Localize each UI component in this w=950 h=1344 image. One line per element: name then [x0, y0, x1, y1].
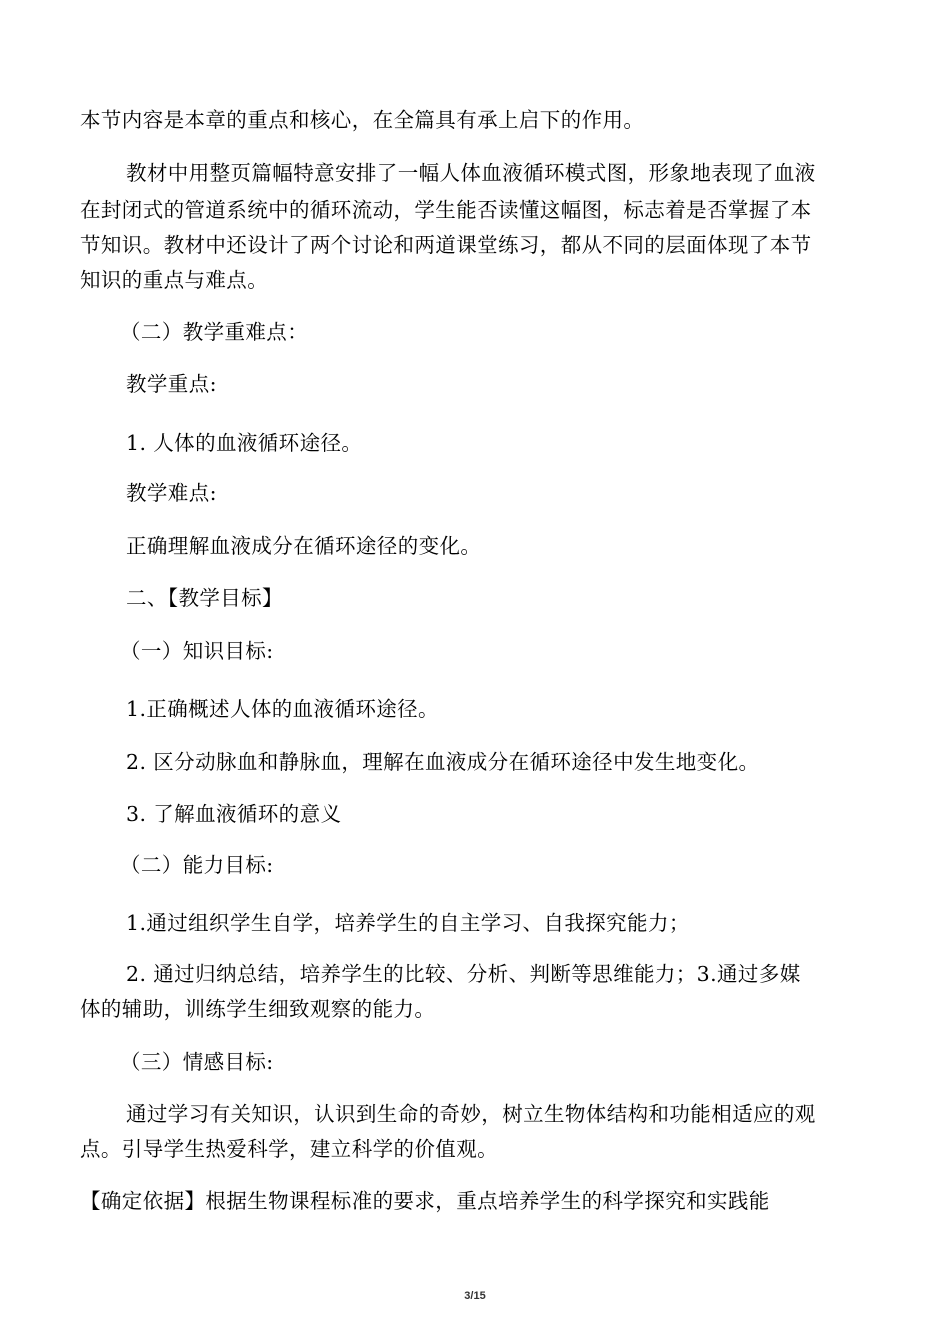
subheading: 教学重点: [126, 372, 217, 396]
subheading: 教学难点: [126, 481, 217, 505]
section-heading: （三）情感目标: [120, 1050, 274, 1074]
paragraph-line: 点。引导学生热爱科学，建立科学的价值观。 [80, 1137, 498, 1161]
list-item: 1. 人体的血液循环途径。 [126, 431, 363, 455]
paragraph-line: 教材中用整页篇幅特意安排了一幅人体血液循环模式图，形象地表现了血液 [126, 161, 816, 185]
list-item: 3. 了解血液循环的意义 [126, 802, 342, 826]
section-heading: （二）能力目标: [120, 853, 274, 877]
list-item: 2. 区分动脉血和静脉血，理解在血液成分在循环途径中发生地变化。 [126, 750, 760, 774]
section-heading: 二、【教学目标】 [126, 586, 283, 610]
paragraph-line: 本节内容是本章的重点和核心，在全篇具有承上启下的作用。 [80, 108, 645, 132]
paragraph-line: 通过学习有关知识，认识到生命的奇妙，树立生物体结构和功能相适应的观 [126, 1102, 816, 1126]
list-item: 1.正确概述人体的血液循环途径。 [126, 697, 439, 721]
paragraph-line: 正确理解血液成分在循环途径的变化。 [126, 534, 482, 558]
page-number: 3/15 [464, 1290, 486, 1302]
paragraph-line: 体的辅助，训练学生细致观察的能力。 [80, 997, 436, 1021]
section-heading: （二）教学重难点： [120, 320, 309, 344]
paragraph-line: 节知识。教材中还设计了两个讨论和两道课堂练习，都从不同的层面体现了本节 [80, 233, 812, 257]
list-item: 1.通过组织学生自学，培养学生的自主学习、自我探究能力； [126, 911, 690, 935]
section-heading: （一）知识目标: [120, 639, 274, 663]
paragraph-line: 知识的重点与难点。 [80, 268, 269, 292]
list-item: 2. 通过归纳总结，培养学生的比较、分析、判断等思维能力；3.通过多媒 [126, 962, 801, 986]
paragraph-line: 在封闭式的管道系统中的循环流动，学生能否读懂这幅图，标志着是否掌握了本 [80, 198, 812, 222]
paragraph-line: 【确定依据】根据生物课程标准的要求，重点培养学生的科学探究和实践能 [80, 1189, 770, 1213]
